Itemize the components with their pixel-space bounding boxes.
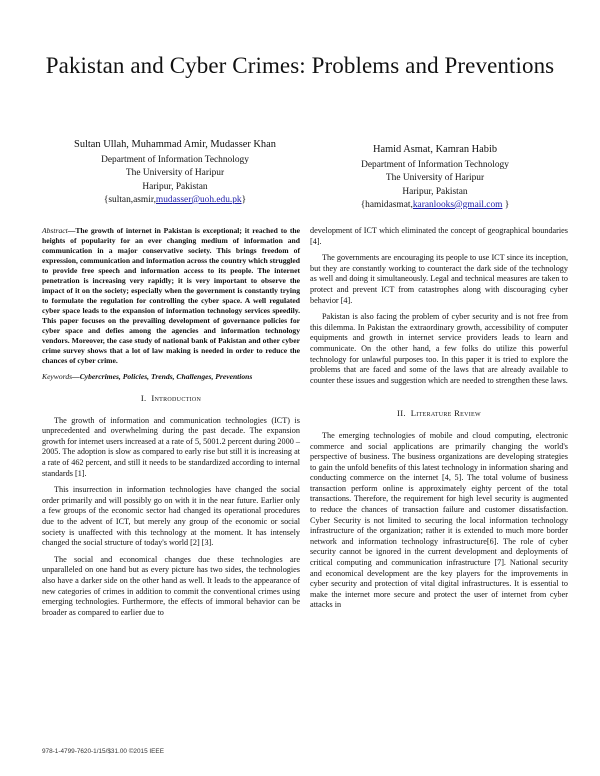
paper-title: Pakistan and Cyber Crimes: Problems and Preventions (45, 53, 555, 78)
section-heading-introduction: I. Introduction (140, 393, 202, 403)
author-email: {sultan,asmir,mudasser@uoh.edu.pk} (103, 194, 247, 205)
left-column (42, 226, 300, 624)
keywords-label: Keywords (42, 372, 73, 381)
email-link[interactable]: karanlooks@gmail.com (412, 199, 503, 210)
paragraph: development of ICT which eliminated the concept of geographical boundaries [4]. (310, 226, 568, 246)
author-names: Hamid Asmat, Kamran Habib (372, 144, 498, 155)
author-location: Haripur, Pakistan (142, 181, 208, 192)
author-block-right (300, 143, 570, 212)
author-email: {hamidasmat,karanlooks@gmail.com } (360, 199, 510, 210)
author-names: Sultan Ullah, Muhammad Amir, Mudasser Khan (74, 139, 276, 150)
keywords-text: —Cybercrimes, Policies, Trends, Challenges, Preventions (72, 372, 253, 381)
paragraph: The governments are encouraging its people to use ICT since its inception, but they are constantly working to counteract the dark side of the technology as well and doing it simultaneously. Legal and technical measures are taken to protect and prevent ICT from catastrophes along with discouraging cyber behavior [4]. (310, 253, 568, 305)
author-location: Haripur, Pakistan (402, 186, 468, 197)
right-column (310, 226, 568, 617)
author-university: The University of Haripur (385, 173, 485, 184)
abstract-text: —The growth of internet in Pakistan is exceptional; it reached to the heights of popularity for an ever changing medium of information and communication in a major conservative society. This brings freedom of expression, communication and information across the country which struggled to provide free speech and information access to its people. The internet penetration is increasing very rapidly; it is very important to observe the impact of it on the society; especially when the government is constantly trying to formulate the regulation for controlling the cyber space. A well regulated cyber space leads to the expansion of information technology services speedily. This paper focuses on the prevailing development of governance policies for cyber space and defies among the agencies and information technology vendors. Moreover, the case study of national bank of Pakistan and other cyber crime survey shows that a lot of law making is needed in order to reduce the chances of cyber crime. (42, 226, 300, 365)
section-heading-literature-review: II. Literature Review (397, 408, 481, 419)
author-department: Department of Information Technology (361, 160, 509, 171)
paragraph: The social and economical changes due these technologies are unparalleled on one hand but as every picture has two sides, the technologies also have a darker side on the other hand as well. It leads to the appearance of new categories of crimes in addition to commit the conventional crimes using emerging technologies. Furthermore, the effects of immoral behavior can be broader as compared to earlier due to (42, 554, 300, 617)
paragraph: The growth of information and communication technologies (ICT) is unprecedented and overwhelming during the past decade. The expansion growth for internet users increased at a rate of 5, 5001.2 percent during 2000 – 2005. The adoption is slow as compared to early rise but still it is increasing at a rate of 462 percent, and still it needs to be standardized according to internal standards [1]. (42, 415, 300, 478)
email-link[interactable]: mudasser@uoh.edu.pk (155, 194, 242, 205)
paragraph: This insurrection in information technologies have changed the social order primarily and will possibly go on with it in the near future. Earlier only a few groups of the economic sector had changed its operational procedures due to the advent of ICT, but merely any group of the economic or social society is unaffected with this technology at the moment. It has intensely changed the social structure of today's world [2] [3]. (42, 485, 300, 548)
author-university: The University of Haripur (125, 168, 225, 179)
paragraph: Pakistan is also facing the problem of cyber security and is not free from this dilemma. In Pakistan the extraordinary growth, accessibility of computer equipments and growth in internet service providers leads to learn and communicate. On the other hand, a few folks do utilize this powerful technology for unlawful purposes too. In this paper it is tried to explore the problems that are faced and some of the laws that are already available to counter these issues and suggestion which are needed to strengthen these laws. (310, 312, 568, 385)
abstract-label: Abstract (42, 226, 68, 235)
keywords (42, 372, 300, 382)
copyright-footer: 978-1-4799-7620-1/15/$31.00 ©2015 IEEE (42, 748, 164, 755)
paragraph: The emerging technologies of mobile and cloud computing, electronic commerce and social applications are primarily changing the world's perspective of business. The business organizations are developing strategies to gain the unfold benefits of this latest technology in information sharing and conducting commerce on the internet [4, 5]. The total volume of business transaction perform online is approximately eighty percent of the total transactions. Therefore, the requirement for high level security is augmented to reduce the chances of transaction failure and customer dissatisfaction. Cyber Security is not limited to securing the local information technology infrastructure of the organization; rather it is extended to much more border network and information technology infrastructure[6]. The role of cyber security cannot be ignored in the current development and deployments of critical computing and communication infrastructure [7]. National security and economical development are the key players for the improvements in cyber security and protection of vital digital infrastructures. It is essential to make the internet more secure and protect the user of internet from cyber attacks in (310, 430, 568, 610)
abstract (42, 226, 300, 366)
author-department: Department of Information Technology (101, 155, 249, 166)
author-block-left (40, 138, 310, 207)
